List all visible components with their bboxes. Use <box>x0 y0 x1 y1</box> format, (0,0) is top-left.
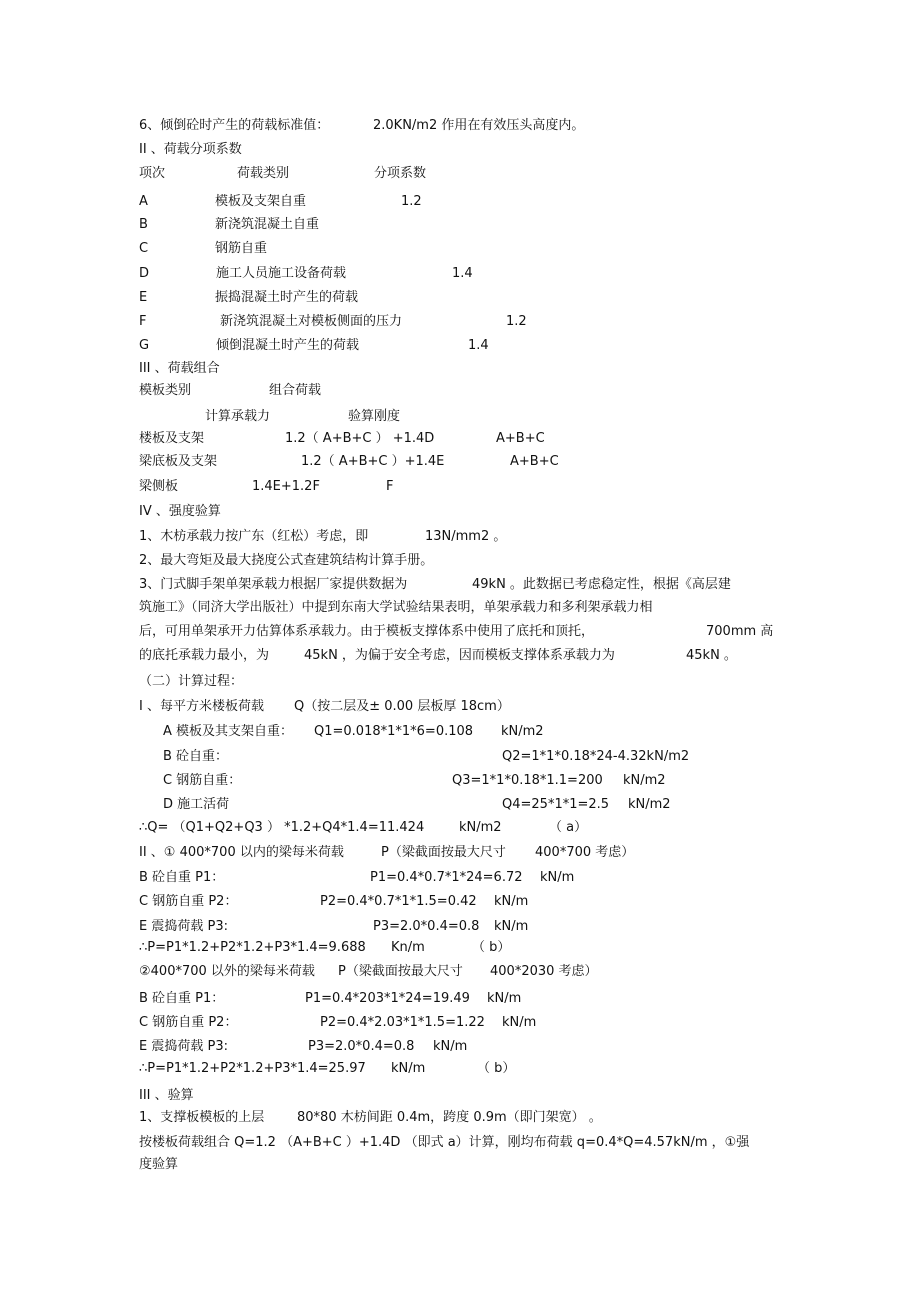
factor-name: 振捣混凝土时产生的荷载 <box>215 290 359 305</box>
combo-stiffness: A+B+C <box>496 431 545 446</box>
factor-value: 1.4 <box>452 266 473 281</box>
p2-title-size: 400*2030 考虑） <box>490 964 598 979</box>
strength-p3-line2: 筑施工》（同济大学出版社）中提到东南大学试验结果表明，单架承载力和多利架承载力相 <box>139 600 653 615</box>
combo-name: 梁底板及支架 <box>139 454 218 469</box>
q-total-formula: ∴Q= （Q1+Q2+Q3 ） *1.2+Q4*1.4=11.424 <box>139 820 425 835</box>
factor-code: D <box>139 266 150 281</box>
factor-value: 1.4 <box>468 338 489 353</box>
factor-name: 新浇筑混凝土对模板侧面的压力 <box>220 314 403 329</box>
factor-value: 1.2 <box>506 314 527 329</box>
p-unit: kN/m <box>494 894 529 909</box>
p-title-note: P（梁截面按最大尺寸 <box>381 845 506 860</box>
p-formula: P2=0.4*0.7*1*1.5=0.42 <box>320 894 477 909</box>
q-title-text: I 、每平方米楼板荷载 <box>139 699 264 714</box>
q-label: C 钢筋自重： <box>163 773 242 788</box>
factor-name: 钢筋自重 <box>215 241 268 256</box>
combo-name: 梁侧板 <box>139 479 179 494</box>
check-line1-detail: 80*80 木枋间距 0.4m，跨度 0.9m（即门架宽） 。 <box>297 1110 602 1125</box>
p2-label: E 震捣荷载 P3: <box>139 1039 228 1054</box>
q-title-note: Q（按二层及± 0.00 层板厚 18cm） <box>294 699 510 714</box>
strength-p3-capacity: 45kN 。 <box>686 648 737 663</box>
factor-code: C <box>139 241 149 256</box>
factor-name: 施工人员施工设备荷载 <box>216 266 347 281</box>
strength-p3-text3: 的底托承载力最小，为 <box>139 648 270 663</box>
p-total-formula: ∴P=P1*1.2+P2*1.2+P3*1.4=9.688 <box>139 940 366 955</box>
factor-code: E <box>139 290 148 305</box>
p-label: E 震捣荷载 P3: <box>139 919 228 934</box>
p2-formula: P2=0.4*2.03*1*1.5=1.22 <box>320 1015 485 1030</box>
factor-code: F <box>139 314 147 329</box>
strength-p2: 2、最大弯矩及最大挠度公式查建筑结构计算手册。 <box>139 553 434 568</box>
p-unit: kN/m <box>540 870 575 885</box>
calc-heading: （二）计算过程： <box>139 674 244 689</box>
p2-label: C 钢筋自重 P2： <box>139 1015 238 1030</box>
q-label: D 施工活荷 <box>163 797 230 812</box>
p2-total-tag: （ b） <box>477 1061 516 1076</box>
q-formula: Q3=1*1*0.18*1.1=200 <box>452 773 603 788</box>
p-formula: P1=0.4*0.7*1*24=6.72 <box>370 870 523 885</box>
factors-heading: II 、荷载分项系数 <box>139 142 242 157</box>
p-unit: kN/m <box>494 919 529 934</box>
col-combo: 组合荷载 <box>269 383 322 398</box>
strength-p1-value: 13N/mm2 。 <box>425 529 507 544</box>
combo-capacity: 1.2（ A+B+C ） +1.4D <box>285 431 435 446</box>
col-template-type: 模板类别 <box>139 383 192 398</box>
p-title-text: II 、① 400*700 以内的梁每米荷载 <box>139 845 344 860</box>
check-line3: 度验算 <box>139 1157 179 1172</box>
strength-p3-text2: 后，可用单架承开力估算体系承载力。由于模板支撑体系中使用了底托和顶托， <box>139 624 595 639</box>
factor-name: 倾倒混凝土时产生的荷载 <box>216 338 360 353</box>
p2-title-note: P（梁截面按最大尺寸 <box>338 964 463 979</box>
factor-name: 模板及支架自重 <box>215 194 307 209</box>
strength-p3-height: 700mm 高 <box>706 624 774 639</box>
p-label: B 砼自重 P1： <box>139 870 225 885</box>
check-heading: III 、验算 <box>139 1088 194 1103</box>
combo-capacity: 1.2（ A+B+C ）+1.4E <box>301 454 445 469</box>
p2-total-formula: ∴P=P1*1.2+P2*1.2+P3*1.4=25.97 <box>139 1061 366 1076</box>
factor-code: A <box>139 194 148 209</box>
factor-code: G <box>139 338 150 353</box>
p-total-tag: （ b） <box>472 940 511 955</box>
p-total-unit: Kn/m <box>391 940 425 955</box>
factor-code: B <box>139 217 148 232</box>
col-item: 项次 <box>139 166 166 181</box>
strength-p3-text: 3、门式脚手架单架承载力根据厂家提供数据为 <box>139 577 408 592</box>
q-formula: Q4=25*1*1=2.5 <box>502 797 610 812</box>
factor-name: 新浇筑混凝土自重 <box>215 217 320 232</box>
col-capacity: 计算承载力 <box>205 409 271 424</box>
q-unit: kN/m2 <box>501 724 544 739</box>
p2-formula: P3=2.0*0.4=0.8 <box>308 1039 415 1054</box>
p2-label: B 砼自重 P1： <box>139 991 225 1006</box>
p2-unit: kN/m <box>433 1039 468 1054</box>
check-line2: 按楼板荷载组合 Q=1.2 （A+B+C ）+1.4D （即式 a）计算，刚均布荷载 q=0.4*Q=4.57kN/m ，①强 <box>139 1135 750 1150</box>
p-formula: P3=2.0*0.4=0.8 <box>373 919 480 934</box>
q-total-tag: （ a） <box>549 820 588 835</box>
item6-label: 6、倾倒砼时产生的荷载标准值： <box>139 118 330 133</box>
q-formula: Q2=1*1*0.18*24-4.32kN/m2 <box>502 749 690 764</box>
q-label: A 模板及其支架自重： <box>163 724 294 739</box>
strength-p3-text4: 45kN ，为偏于安全考虑，因而模板支撑体系承载力为 <box>304 648 615 663</box>
combo-capacity: 1.4E+1.2F <box>252 479 320 494</box>
col-stiffness: 验算刚度 <box>348 409 401 424</box>
col-factor: 分项系数 <box>374 166 427 181</box>
q-label: B 砼自重： <box>163 749 229 764</box>
item6-value: 2.0KN/m2 作用在有效压头高度内。 <box>373 118 585 133</box>
col-type: 荷载类别 <box>237 166 290 181</box>
combo-stiffness: F <box>386 479 394 494</box>
strength-p3-value: 49kN 。此数据已考虑稳定性，根据《高层建 <box>472 577 731 592</box>
q-formula: Q1=0.018*1*1*6=0.108 <box>314 724 474 739</box>
combo-heading: III 、荷载组合 <box>139 361 220 376</box>
check-line1-text: 1、支撑板模板的上层 <box>139 1110 265 1125</box>
combo-name: 楼板及支架 <box>139 431 205 446</box>
p2-total-unit: kN/m <box>391 1061 426 1076</box>
combo-stiffness: A+B+C <box>510 454 559 469</box>
p2-formula: P1=0.4*203*1*24=19.49 <box>305 991 470 1006</box>
p-label: C 钢筋自重 P2： <box>139 894 238 909</box>
p-title-size: 400*700 考虑） <box>535 845 635 860</box>
q-unit: kN/m2 <box>628 797 671 812</box>
factor-value: 1.2 <box>401 194 422 209</box>
strength-heading: IV 、强度验算 <box>139 504 221 519</box>
p2-unit: kN/m <box>502 1015 537 1030</box>
p2-title-text: ②400*700 以外的梁每米荷载 <box>139 964 315 979</box>
p2-unit: kN/m <box>487 991 522 1006</box>
q-unit: kN/m2 <box>623 773 666 788</box>
strength-p1-text: 1、木枋承载力按广东（红松）考虑，即 <box>139 529 369 544</box>
q-total-unit: kN/m2 <box>459 820 502 835</box>
